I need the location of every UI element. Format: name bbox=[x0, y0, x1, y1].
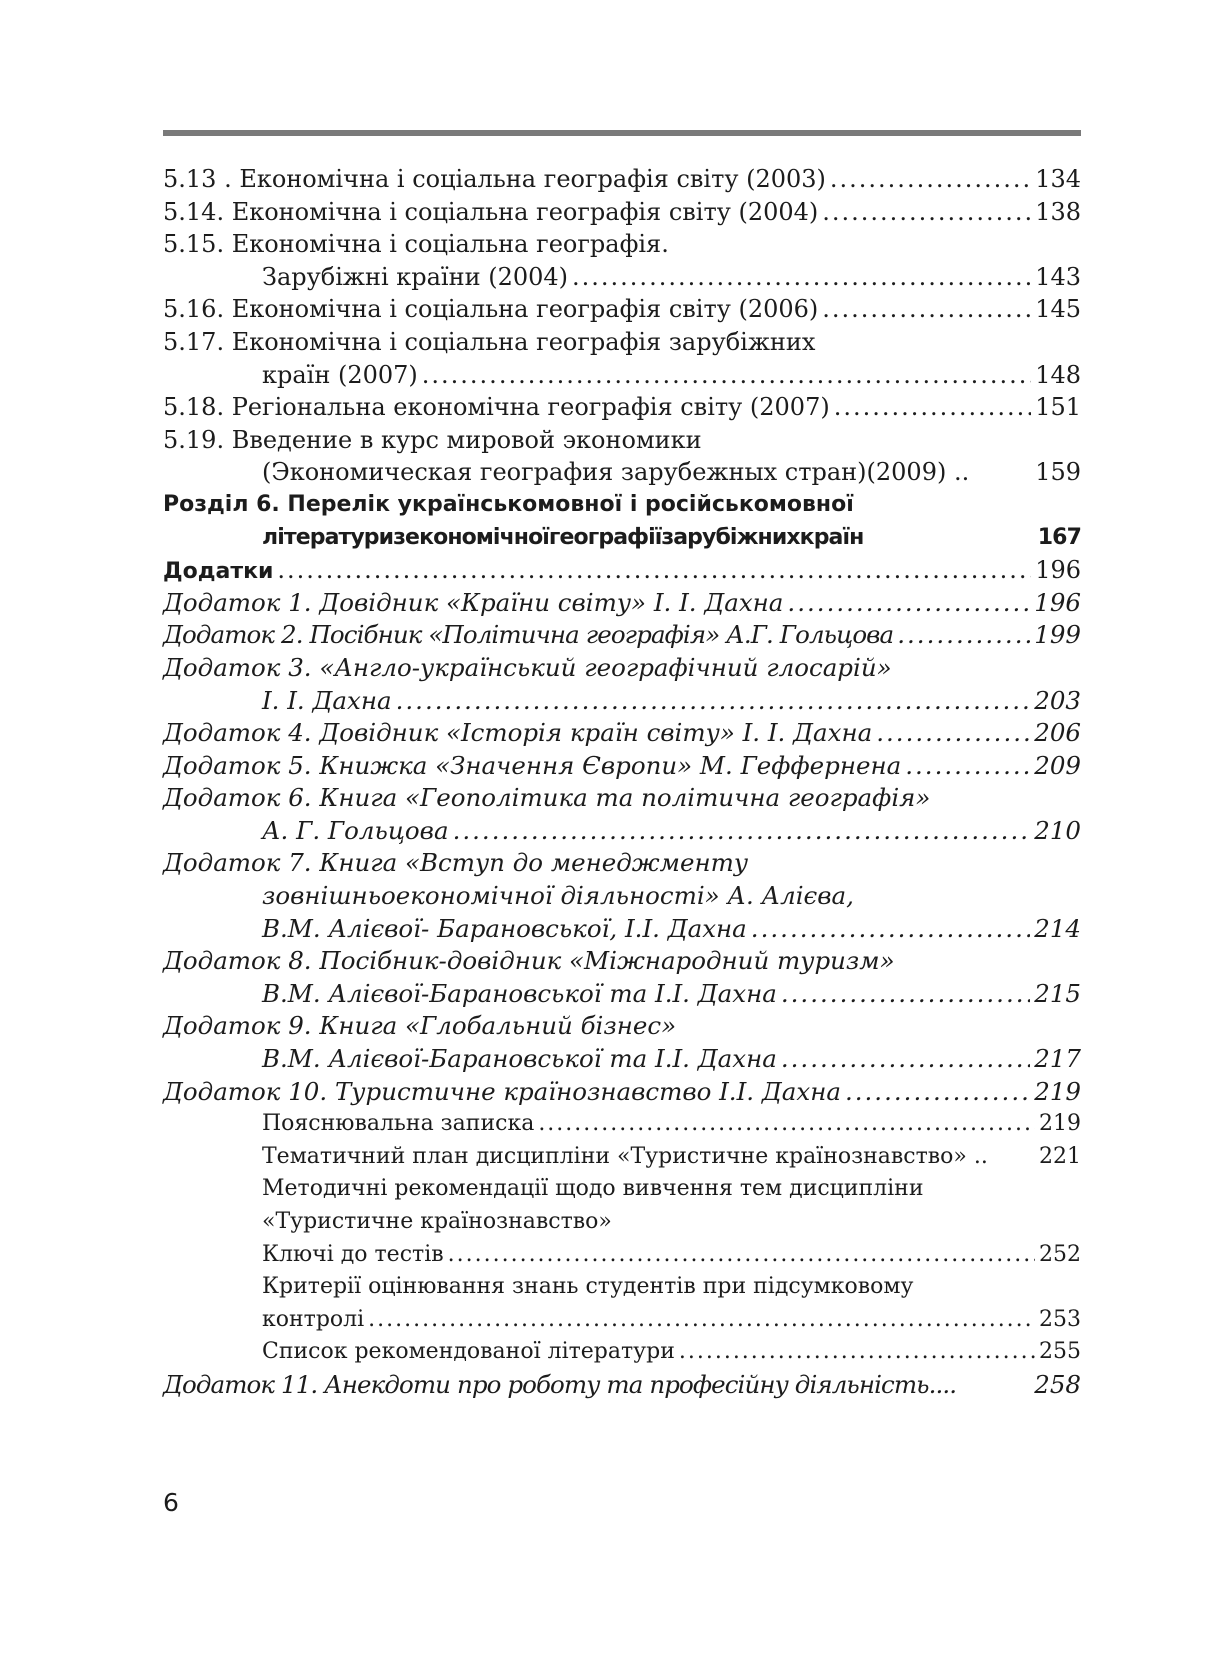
toc-appendix-5 bbox=[163, 750, 1081, 783]
leader-dots bbox=[277, 554, 1031, 587]
leader-dots bbox=[781, 1043, 1030, 1076]
leader-dots bbox=[422, 359, 1031, 392]
toc-entry-5-14 bbox=[163, 196, 1081, 229]
toc-page-number: 255 bbox=[1039, 1339, 1081, 1365]
leader-dots bbox=[751, 913, 1030, 946]
page-number: 6 bbox=[163, 1488, 179, 1517]
toc-page-number: 253 bbox=[1039, 1306, 1081, 1332]
toc-entry-text: Додаток 8. Посібник-довідник «Міжнародний туризм» bbox=[163, 946, 895, 976]
toc-entry-text: В.М. Алієвої-Барановської та І.І. Дахна bbox=[262, 978, 777, 1008]
toc-entry-text: Ключі до тестів bbox=[262, 1241, 444, 1267]
toc-page-number: 215 bbox=[1034, 978, 1081, 1008]
toc-appendix-3 bbox=[163, 652, 1081, 685]
leader-dots bbox=[905, 750, 1030, 783]
toc-page-number: 209 bbox=[1034, 750, 1081, 780]
toc-entry-text: 5.14. Економічна і соціальна географія світу (2004) bbox=[163, 197, 819, 226]
leader-dots bbox=[830, 163, 1031, 196]
toc-section-6-cont bbox=[163, 522, 1081, 555]
toc-section-6 bbox=[163, 489, 1081, 522]
toc-entry-text: Додаток 1. Довідник «Країни світу» І. І. Дахна bbox=[163, 587, 784, 617]
toc-page-number: 217 bbox=[1034, 1044, 1081, 1074]
toc-page-number: 206 bbox=[1034, 718, 1081, 748]
toc-appendices bbox=[163, 554, 1081, 587]
toc-entry-text: Додаток 10. Туристичне країнознавство І.І. Дахна bbox=[163, 1076, 841, 1106]
leader-dots bbox=[679, 1336, 1035, 1369]
toc-appendix-6 bbox=[163, 782, 1081, 815]
toc-page-number: 138 bbox=[1035, 197, 1081, 226]
toc-entry-text: (Экономическая география зарубежных стран)(2009) .. bbox=[262, 458, 970, 487]
toc-entry-text: Критерії оцінювання знань студентів при підсумковому bbox=[262, 1274, 914, 1300]
toc-appendix-9-cont bbox=[163, 1043, 1081, 1076]
table-of-contents bbox=[163, 163, 1081, 1402]
toc-appendix-2 bbox=[163, 619, 1081, 652]
toc-subentry-literature bbox=[163, 1336, 1081, 1369]
toc-appendix-11 bbox=[163, 1369, 1081, 1402]
toc-page-number: 219 bbox=[1034, 1076, 1081, 1106]
toc-subentry-test-keys bbox=[163, 1239, 1081, 1272]
toc-entry-text: Додаток 6. Книга «Геополітика та політична географія» bbox=[163, 783, 931, 813]
toc-entry-text: А. Г. Гольцова bbox=[262, 815, 449, 845]
toc-entry-text: Додаток 4. Довідник «Історія країн світу» І. І. Дахна bbox=[163, 718, 873, 748]
toc-entry-text: Зарубіжні країни (2004) bbox=[262, 262, 569, 291]
toc-subentry-method-recommendations-cont bbox=[163, 1206, 1081, 1239]
toc-subentry-method-recommendations bbox=[163, 1173, 1081, 1206]
toc-page-number: 196 bbox=[1035, 556, 1081, 585]
toc-entry-5-13 bbox=[163, 163, 1081, 196]
toc-entry-text: Додаток 9. Книга «Глобальний бізнес» bbox=[163, 1011, 677, 1041]
toc-page-number: 203 bbox=[1034, 685, 1081, 715]
toc-entry-5-19 bbox=[163, 424, 1081, 457]
leader-dots bbox=[822, 196, 1031, 229]
toc-entry-text: І. І. Дахна bbox=[262, 685, 392, 715]
toc-entry-text: Додатки bbox=[163, 559, 274, 585]
leader-dots bbox=[396, 685, 1031, 718]
leader-dots bbox=[822, 293, 1031, 326]
toc-appendix-8-cont bbox=[163, 978, 1081, 1011]
toc-entry-text: зовнішньоекономічної діяльності» А. Алієва, bbox=[262, 881, 854, 911]
leader-dots bbox=[787, 587, 1030, 620]
toc-entry-5-18 bbox=[163, 391, 1081, 424]
toc-subentry-assessment-criteria-cont bbox=[163, 1304, 1081, 1337]
toc-entry-5-19-cont bbox=[163, 456, 1081, 489]
toc-entry-text: 5.17. Економічна і соціальна географія зарубіжних bbox=[163, 327, 816, 356]
toc-page-number: 196 bbox=[1034, 587, 1081, 617]
leader-dots bbox=[448, 1239, 1035, 1272]
toc-page-number: 214 bbox=[1034, 913, 1081, 943]
toc-entry-5-17 bbox=[163, 326, 1081, 359]
toc-entry-5-16 bbox=[163, 293, 1081, 326]
top-rule bbox=[163, 130, 1081, 136]
toc-appendix-3-cont bbox=[163, 685, 1081, 718]
toc-subentry-assessment-criteria bbox=[163, 1271, 1081, 1304]
toc-page-number: 145 bbox=[1035, 295, 1081, 324]
toc-entry-text: В.М. Алієвої-Барановської та І.І. Дахна bbox=[262, 1044, 777, 1074]
toc-subentry-thematic-plan bbox=[163, 1141, 1081, 1174]
leader-dots bbox=[572, 261, 1031, 294]
leader-dots bbox=[368, 1304, 1035, 1337]
toc-page-number: 210 bbox=[1034, 815, 1081, 845]
toc-entry-5-15-cont bbox=[163, 261, 1081, 294]
toc-appendix-9 bbox=[163, 1010, 1081, 1043]
toc-entry-text: Додаток 5. Книжка «Значення Європи» М. Гефферненa bbox=[163, 750, 902, 780]
toc-entry-text: В.М. Алієвої- Барановської, І.І. Дахна bbox=[262, 913, 747, 943]
toc-appendix-1 bbox=[163, 587, 1081, 620]
leader-dots bbox=[538, 1108, 1035, 1141]
toc-entry-text: Тематичний план дисципліни «Туристичне країнознавство» .. bbox=[262, 1143, 988, 1169]
toc-entry-text: 5.15. Економічна і соціальна географія. bbox=[163, 230, 669, 259]
toc-page-number: 252 bbox=[1039, 1241, 1081, 1267]
toc-entry-text: Методичні рекомендації щодо вивчення тем дисципліни bbox=[262, 1176, 924, 1202]
toc-entry-5-17-cont bbox=[163, 359, 1081, 392]
toc-page-number: 221 bbox=[1039, 1143, 1081, 1169]
toc-entry-text: Розділ 6. Перелік українськомовної і російськомовної bbox=[163, 491, 854, 517]
leader-dots bbox=[781, 978, 1030, 1011]
toc-entry-text: 5.13 . Економічна і соціальна географія світу (2003) bbox=[163, 165, 826, 193]
leader-dots bbox=[845, 1076, 1030, 1109]
toc-entry-text: Додаток 3. «Англо-український географічний глосарій» bbox=[163, 652, 892, 682]
leader-dots bbox=[834, 391, 1031, 424]
toc-appendix-7-cont bbox=[163, 880, 1081, 913]
toc-entry-text: літературизекономічноїгеографіїзарубіжнихкраїн bbox=[262, 524, 864, 550]
toc-appendix-10 bbox=[163, 1076, 1081, 1109]
leader-dots bbox=[453, 815, 1031, 848]
toc-appendix-8 bbox=[163, 945, 1081, 978]
toc-entry-5-15 bbox=[163, 228, 1081, 261]
toc-entry-text: контролі bbox=[262, 1306, 365, 1332]
toc-entry-text: 5.18. Регіональна економічна географія світу (2007) bbox=[163, 393, 830, 422]
toc-page-number: 167 bbox=[1037, 524, 1081, 550]
leader-dots bbox=[897, 619, 1030, 652]
toc-appendix-7 bbox=[163, 847, 1081, 880]
toc-subentry-explanatory-note bbox=[163, 1108, 1081, 1141]
toc-entry-text: «Туристичне країнознавство» bbox=[262, 1209, 612, 1234]
toc-page-number: 134 bbox=[1035, 165, 1081, 193]
toc-page-number: 148 bbox=[1035, 360, 1081, 389]
toc-entry-text: Пояснювальна записка bbox=[262, 1111, 535, 1137]
toc-entry-text: 5.19. Введение в курс мировой экономики bbox=[163, 425, 702, 454]
toc-page-number: 258 bbox=[1034, 1369, 1081, 1399]
toc-appendix-7-cont bbox=[163, 913, 1081, 946]
toc-page-number: 143 bbox=[1035, 262, 1081, 291]
toc-entry-text: Додаток 7. Книга «Вступ до менеджменту bbox=[163, 848, 749, 878]
toc-entry-text: 5.16. Економічна і соціальна географія світу (2006) bbox=[163, 295, 819, 324]
leader-dots bbox=[876, 717, 1030, 750]
toc-entry-text: Додаток 2. Посібник «Політична географія» А.Г. Гольцова bbox=[163, 620, 894, 650]
toc-page-number: 159 bbox=[1035, 458, 1081, 487]
toc-entry-text: Список рекомендованої літератури bbox=[262, 1339, 675, 1365]
toc-page-number: 199 bbox=[1034, 620, 1081, 650]
toc-entry-text: країн (2007) bbox=[262, 360, 418, 389]
toc-page-number: 219 bbox=[1039, 1111, 1081, 1137]
toc-appendix-4 bbox=[163, 717, 1081, 750]
toc-appendix-6-cont bbox=[163, 815, 1081, 848]
toc-entry-text: Додаток 11. Анекдоти про роботу та професійну діяльність.... bbox=[163, 1369, 957, 1399]
toc-page-number: 151 bbox=[1035, 393, 1081, 422]
